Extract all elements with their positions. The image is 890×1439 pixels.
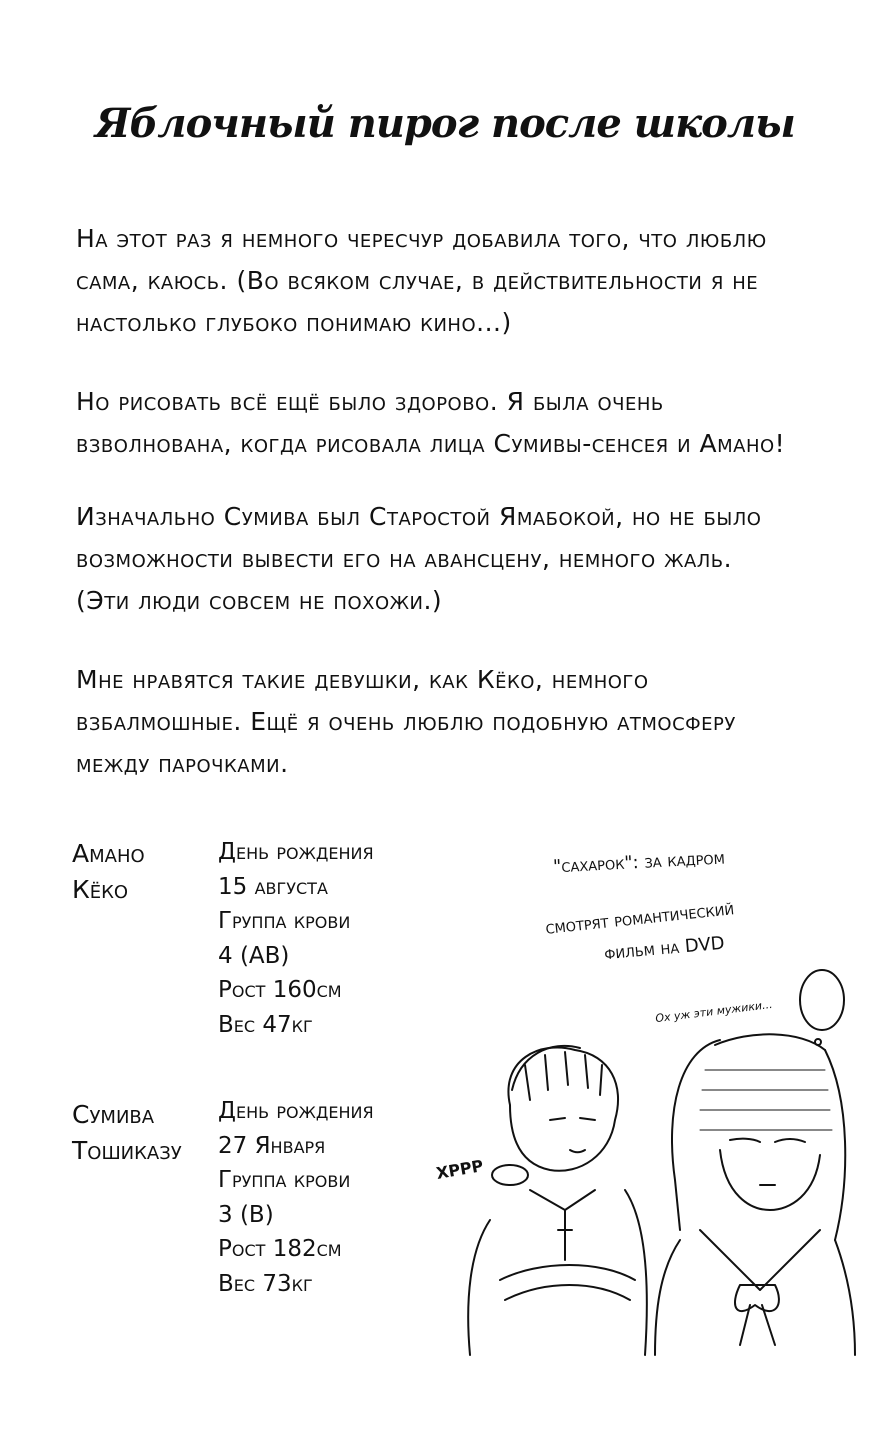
- girl-ribbon: [735, 1285, 779, 1311]
- speech-text: Ох уж эти мужики...: [654, 997, 774, 1026]
- paragraph-line: взволнована, когда рисовала лица Сумивы-сенсея и Амано!: [76, 429, 786, 458]
- profile-line: Вес 73кг: [218, 1270, 313, 1297]
- name-line: Амано: [72, 839, 145, 868]
- profile-line: 27 Января: [218, 1132, 326, 1159]
- boy-arms: [500, 1265, 635, 1300]
- paragraph-3: [76, 496, 816, 622]
- profile-line: День рождения: [218, 1098, 374, 1124]
- paragraph-4: [76, 659, 816, 785]
- paragraph-line: (Эти люди совсем не похожи.): [76, 586, 443, 615]
- paragraph-line: Мне нравятся такие девушки, как Кёко, немного: [76, 665, 649, 694]
- profile-details-amano: [218, 835, 374, 1042]
- paragraph-line: Но рисовать всё ещё было здорово. Я была очень: [76, 387, 664, 416]
- girl-face: [720, 1150, 820, 1210]
- paragraph-line: возможности вывести его на авансцену, немного жаль.: [76, 544, 733, 573]
- caption-watching-line2: фильм на DVD: [603, 932, 726, 965]
- profile-details-sumiva: [218, 1094, 374, 1301]
- girl-eyes: [730, 1139, 805, 1142]
- paragraph-line: настолько глубоко понимаю кино...): [76, 308, 512, 337]
- snore-sound: ХРРР: [434, 1156, 485, 1183]
- profile-line: 15 августа: [218, 873, 328, 900]
- caption-watching-line1: смотрят романтический: [544, 898, 736, 939]
- boy-eyes: [550, 1118, 595, 1120]
- profile-name-amano: [72, 836, 145, 908]
- profile-name-sumiva: [72, 1097, 182, 1169]
- paragraph-line: Изначально Сумива был Старостой Ямабокой, но не было: [76, 502, 762, 531]
- profile-line: 3 (B): [218, 1201, 274, 1228]
- profile-line: Рост 182см: [218, 1236, 342, 1262]
- page-title: Яблочный пирог после школы: [95, 100, 795, 147]
- name-line: Сумива: [72, 1100, 155, 1129]
- profile-line: Вес 47кг: [218, 1011, 313, 1038]
- name-line: Кёко: [72, 875, 129, 904]
- paragraph-line: На этот раз я немного чересчур добавила того, что люблю: [76, 224, 767, 253]
- paragraph-2: [76, 381, 816, 465]
- name-line: Тошиказу: [72, 1136, 182, 1165]
- paragraph-1: [76, 218, 816, 344]
- couple-illustration: [430, 960, 860, 1360]
- profile-line: Рост 160см: [218, 977, 342, 1003]
- girl-body: [655, 1240, 855, 1355]
- profile-line: Группа крови: [218, 908, 351, 934]
- paragraph-line: между парочками.: [76, 749, 289, 778]
- paragraph-line: сама, каюсь. (Во всяком случае, в действительности я не: [76, 266, 759, 295]
- profile-line: День рождения: [218, 839, 374, 865]
- paragraph-line: взбалмошные. Ещё я очень люблю подобную атмосферу: [76, 707, 736, 736]
- profile-line: Группа крови: [218, 1167, 351, 1193]
- profile-line: 4 (AB): [218, 942, 290, 969]
- thought-bubble: [800, 970, 844, 1030]
- caption-offscreen: "сахарок": за кадром: [552, 847, 726, 878]
